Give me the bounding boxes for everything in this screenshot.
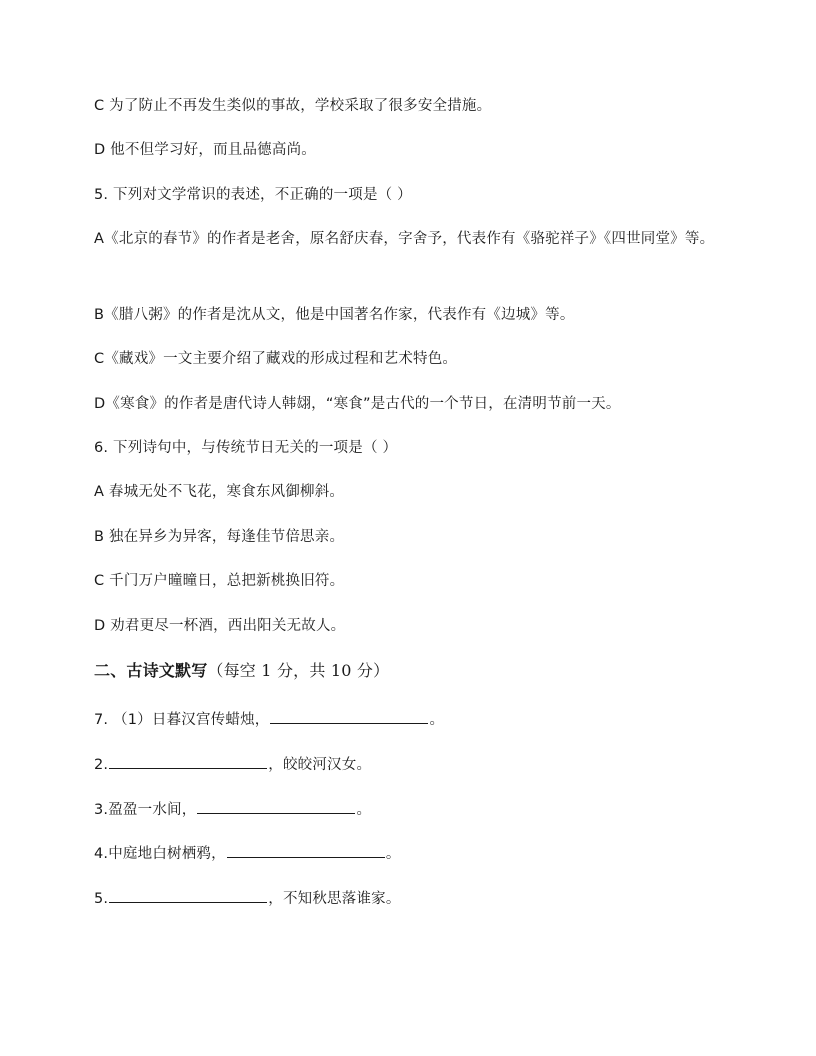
fill-item-3-suffix: 。	[356, 802, 372, 818]
fill-item-5-prefix: 5.	[94, 891, 109, 907]
fill-item-5-suffix: ，不知秋思落谁家。	[268, 891, 401, 907]
q5-option-c: C《藏戏》一文主要介绍了藏戏的形成过程和艺术特色。	[94, 351, 458, 367]
answer-blank-2[interactable]	[109, 754, 267, 769]
answer-blank-1[interactable]	[270, 709, 428, 724]
fill-item-7-suffix: 。	[429, 712, 445, 728]
fill-item-2-suffix: ，皎皎河汉女。	[268, 757, 372, 773]
q6-option-c: C 千门万户曈曈日，总把新桃换旧符。	[94, 573, 345, 589]
fill-item-4-suffix: 。	[385, 846, 401, 862]
section-subtitle: （每空 1 分，共 10 分）	[207, 661, 390, 680]
fill-item-2	[94, 754, 371, 775]
q4-option-c: C 为了防止不再发生类似的事故，学校采取了很多安全措施。	[94, 98, 492, 114]
fill-item-7-prefix: 7. （1）日暮汉宫传蜡烛，	[94, 712, 270, 728]
fill-item-5	[94, 888, 401, 909]
fill-item-4	[94, 843, 401, 864]
answer-blank-3[interactable]	[197, 799, 355, 814]
section-heading	[94, 661, 389, 681]
section-title: 二、古诗文默写	[94, 661, 208, 680]
q5-option-a: A《北京的春节》的作者是老舍，原名舒庆春，字舍予，代表作有《骆驼祥子》《四世同堂》等。	[94, 231, 715, 247]
q6-option-d: D 劝君更尽一杯酒，西出阳关无故人。	[94, 618, 346, 634]
fill-item-3-prefix: 3.盈盈一水间，	[94, 802, 197, 818]
fill-item-2-prefix: 2.	[94, 757, 109, 773]
answer-blank-5[interactable]	[109, 888, 267, 903]
q4-option-d: D 他不但学习好，而且品德高尚。	[94, 142, 316, 158]
q6-option-a: A 春城无处不飞花，寒食东风御柳斜。	[94, 484, 345, 500]
fill-item-4-prefix: 4.中庭地白树栖鸦，	[94, 846, 226, 862]
q5-option-d: D《寒食》的作者是唐代诗人韩翃，“寒食”是古代的一个节日，在清明节前一天。	[94, 396, 621, 412]
q5-stem: 5. 下列对文学常识的表述，不正确的一项是（ ）	[94, 187, 412, 203]
q5-option-b: B《腊八粥》的作者是沈从文，他是中国著名作家，代表作有《边城》等。	[94, 307, 575, 323]
fill-item-7	[94, 709, 444, 730]
q6-option-b: B 独在异乡为异客，每逢佳节倍思亲。	[94, 529, 345, 545]
answer-blank-4[interactable]	[227, 843, 385, 858]
fill-item-3	[94, 799, 371, 820]
q6-stem: 6. 下列诗句中，与传统节日无关的一项是（ ）	[94, 440, 398, 456]
